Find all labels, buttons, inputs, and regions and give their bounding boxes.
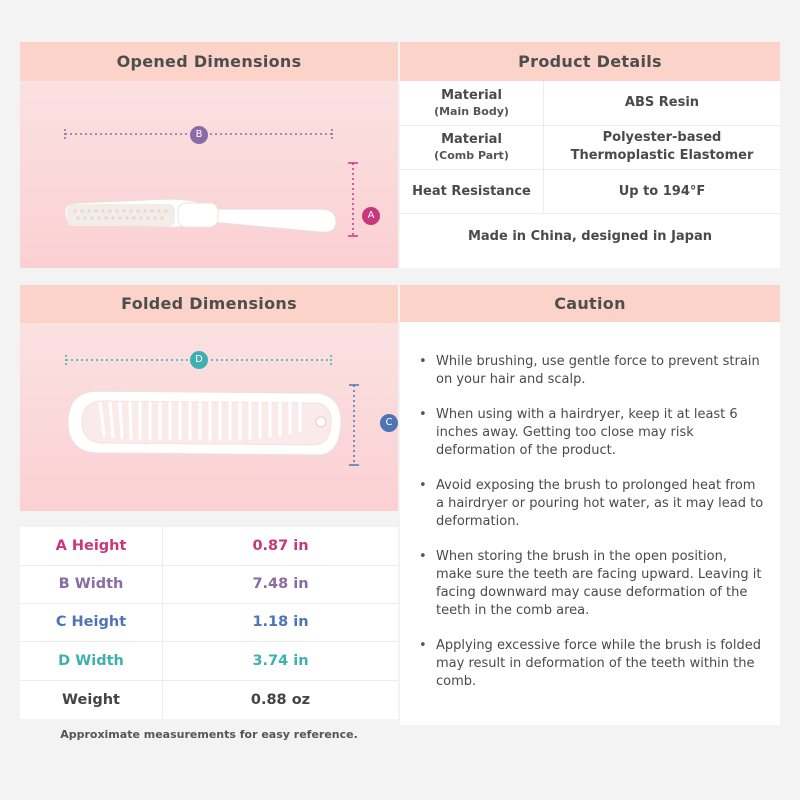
detail-label: Material (Main Body) <box>400 81 544 125</box>
measurement-row-b <box>20 565 398 603</box>
opened-dimensions-title: Opened Dimensions <box>20 42 398 81</box>
detail-row-heat-resistance <box>400 169 780 213</box>
measurement-row-a <box>20 527 398 565</box>
detail-row-main-body <box>400 81 780 125</box>
product-details-title: Product Details <box>400 42 780 81</box>
opened-dimensions-panel <box>20 42 398 268</box>
measurement-label: Weight <box>20 680 163 719</box>
measurements-panel <box>20 527 398 719</box>
measurement-label: B Width <box>20 565 163 603</box>
caution-title: Caution <box>400 285 780 322</box>
caution-item: • Applying excessive force while the brush is folded may result in deformation of the teeth within the comb. <box>416 637 766 691</box>
dimension-d-badge: D <box>190 351 208 369</box>
measurement-row-c <box>20 603 398 641</box>
dimension-a-badge: A <box>362 207 380 225</box>
product-details-panel <box>400 42 780 268</box>
measurement-row-d <box>20 641 398 680</box>
detail-label: Material (Comb Part) <box>400 125 544 169</box>
opened-image-area <box>20 81 398 268</box>
measurements-table <box>20 527 398 719</box>
folded-dimensions-title: Folded Dimensions <box>20 285 398 323</box>
caution-item: • When storing the brush in the open position, make sure the teeth are facing upward. Leaving it facing downward may cause deformation of the teeth in the comb area. <box>416 548 766 620</box>
measurement-value: 3.74 in <box>163 641 399 680</box>
measurement-value: 0.88 oz <box>250 691 311 708</box>
origin-text: Made in China, designed in Japan <box>467 228 713 244</box>
product-details-table <box>400 81 780 259</box>
dimension-b-badge: B <box>190 126 208 144</box>
folded-brush-illustration <box>20 323 398 511</box>
detail-value: Polyester-based Thermoplastic Elastomer <box>544 125 781 169</box>
detail-row-origin <box>400 213 780 259</box>
detail-row-comb-part <box>400 125 780 169</box>
caution-list <box>416 353 766 708</box>
measurement-label: D Width <box>20 641 163 680</box>
opened-brush-illustration <box>20 81 398 268</box>
measurement-label: A Height <box>20 527 163 565</box>
folded-dimensions-panel <box>20 285 398 511</box>
detail-value: Up to 194°F <box>544 169 781 213</box>
caution-item: • While brushing, use gentle force to prevent strain on your hair and scalp. <box>416 353 766 389</box>
caution-item: • When using with a hairdryer, keep it at least 6 inches away. Getting too close may risk deformation of the product. <box>416 406 766 460</box>
folded-image-area <box>20 323 398 511</box>
measurement-value: 0.87 in <box>163 527 399 565</box>
measurement-label: C Height <box>20 603 163 641</box>
dimension-c-badge: C <box>380 414 398 432</box>
approximate-note: Approximate measurements for easy reference. <box>60 728 358 741</box>
detail-label: Heat Resistance <box>400 169 544 213</box>
detail-value: ABS Resin <box>544 81 781 125</box>
caution-item: • Avoid exposing the brush to prolonged heat from a hairdryer or pouring hot water, as it may lead to deformation. <box>416 477 766 531</box>
measurement-value: 1.18 in <box>163 603 399 641</box>
measurement-row-weight <box>20 680 398 719</box>
measurement-value: 7.48 in <box>163 565 399 603</box>
caution-panel <box>400 285 780 725</box>
